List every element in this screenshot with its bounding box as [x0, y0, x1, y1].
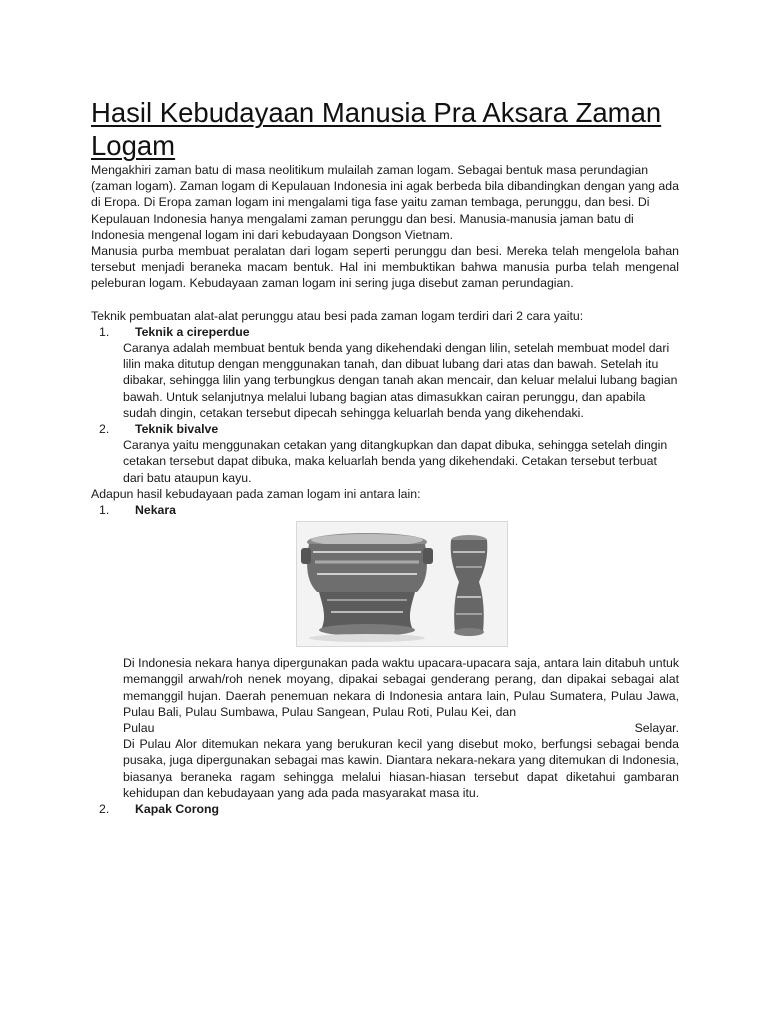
nekara-paragraph-2: Di Pulau Alor ditemukan nekara yang berukuran kecil yang disebut moko, berfungsi sebagai benda pusaka, juga dipergunakan sebagai mas kawin. Diantara nekara-nekara yang ditemukan di Indonesia, biasanya beraneka ragam sehingga melalui hiasan-hiasan tersebut dapat diketahui gambaran kehidupan dan kebudayaan yang ada pada masyarakat masa itu. [123, 737, 679, 800]
list-item-result-2 [91, 801, 679, 817]
intro-paragraph-2: Manusia purba membuat peralatan dari logam seperti perunggu dan besi. Mereka telah mengelola bahan tersebut menjadi beraneka macam bentuk. Hal ini membuktikan bahwa manusia purba telah mengenal peleburan logam. Kebudayaan zaman logam ini sering juga disebut zaman perundagian. [91, 244, 679, 291]
technique-2-body: Caranya yaitu menggunakan cetakan yang ditangkupkan dan dapat dibuka, sehingga setelah dingin cetakan tersebut dapat dibuka, maka keluarlah benda yang dikehendaki. Cetakan tersebut terbuat dari batu ataupun kayu. [123, 438, 668, 485]
document-title: Hasil Kebudayaan Manusia Pra Aksara Zaman Logam [91, 97, 662, 161]
spacer [91, 292, 679, 308]
list-item-title: Nekara [135, 503, 177, 518]
nekara-photo [296, 521, 508, 647]
last-line-right: Selayar. [634, 721, 679, 736]
last-line-left: Pulau [123, 721, 155, 736]
list-item-title: Kapak Corong [135, 802, 220, 817]
nekara-paragraph-1-last-line [91, 720, 679, 736]
list-number: 2. [99, 422, 110, 437]
list-item-title: Teknik a cireperdue [135, 324, 250, 339]
nekara-image-wrap [91, 518, 679, 655]
list-item-title: Teknik bivalve [135, 422, 219, 437]
document-page [91, 96, 679, 817]
list-item-result-1 [91, 502, 679, 518]
list-item-technique-2 [91, 421, 679, 437]
list-number: 1. [99, 503, 110, 518]
technique-intro: Teknik pembuatan alat-alat perunggu atau besi pada zaman logam terdiri dari 2 cara yaitu: [91, 308, 584, 323]
technique-1-body: Caranya adalah membuat bentuk benda yang dikehendaki dengan lilin, setelah membuat model dari lilin maka ditutup dengan menggunakan tanah, dan dibuat lubang dari atas dan bawah. Setelah itu dibakar, sehingga lilin yang terbungkus dengan tanah akan mencair, dan keluar melalui lubang bagian bawah. Untuk selanjutnya melalui lubang bagian atas dimasukkan cairan perunggu, dan apabila sudah dingin, cetakan tersebut dipecah sehingga keluarlah benda yang dikehendaki. [123, 341, 678, 420]
results-intro: Adapun hasil kebudayaan pada zaman logam ini antara lain: [91, 486, 421, 501]
list-number: 2. [99, 802, 110, 817]
intro-paragraph-1: Mengakhiri zaman batu di masa neolitikum mulailah zaman logam. Sebagai bentuk masa perundagian (zaman logam). Zaman logam di Kepulauan Indonesia ini agak berbeda bila dibandingkan dengan yang ada di Eropa. Di Eropa zaman logam ini mengalami tiga fase yaitu zaman tembaga, perunggu, dan besi. Di Kepulauan Indonesia hanya mengalami zaman perunggu dan besi. Manusia-manusia jaman batu di Indonesia mengenal logam ini dari kebudayaan Dongson Vietnam. [91, 163, 679, 242]
nekara-paragraph-1: Di Indonesia nekara hanya dipergunakan pada waktu upacara-upacara saja, antara lain ditabuh untuk memanggil arwah/roh nenek moyang, dipakai sebagai genderang perang, dan dipakai sebagai alat memanggil hujan. Daerah penemuan nekara di Indonesia antara lain, Pulau Sumatera, Pulau Jawa, Pulau Bali, Pulau Sumbawa, Pulau Sangean, Pulau Roti, Pulau Kei, dan [123, 656, 679, 719]
list-item-technique-1 [91, 324, 679, 340]
list-number: 1. [99, 324, 110, 339]
